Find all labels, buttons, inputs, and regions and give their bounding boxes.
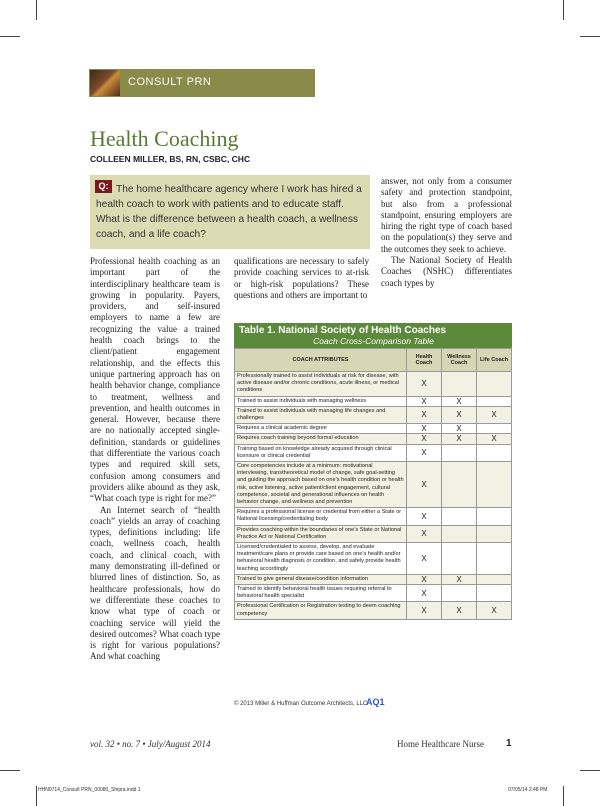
wellness-coach-cell xyxy=(442,543,477,575)
health-coach-cell: X xyxy=(407,444,442,461)
life-coach-cell xyxy=(477,396,512,406)
column-3 xyxy=(381,176,512,289)
column-header: Life Coach xyxy=(477,349,512,372)
wellness-coach-cell: X xyxy=(442,424,477,434)
life-coach-cell xyxy=(477,543,512,575)
article-title: Health Coaching xyxy=(90,126,239,151)
wellness-coach-cell: X xyxy=(442,396,477,406)
crop-mark xyxy=(580,770,600,771)
attribute-cell: Requires a professional license or credential from either a State or National licensing/credentialing body xyxy=(235,508,407,525)
column-2 xyxy=(234,256,369,301)
table-copyright: © 2013 Miller & Huffman Outcome Architects, LLC xyxy=(234,701,368,707)
question-badge: Q: xyxy=(95,180,112,193)
health-coach-cell: X xyxy=(407,462,442,508)
paragraph: An Internet search of “health coach” yields an array of coaching types, definitions including: life coach, wellness coach, health coach, and clinical coach, with many demonstrating ill-defined or blurred lines of distinction. So, as healthcare professionals, how do we differentiate these coaches to know what type of coach or coaching service will yield the desired outcomes? What coach type is right for various populations? And what coaching xyxy=(90,504,220,662)
column-header: Health Coach xyxy=(407,349,442,372)
table-row xyxy=(235,424,512,434)
table-row xyxy=(235,585,512,602)
wellness-coach-cell xyxy=(442,508,477,525)
column-1 xyxy=(90,256,220,663)
health-coach-cell: X xyxy=(407,508,442,525)
wellness-coach-cell xyxy=(442,372,477,397)
wellness-coach-cell xyxy=(442,462,477,508)
health-coach-cell: X xyxy=(407,424,442,434)
issue-info: vol. 32 • no. 7 • July/August 2014 xyxy=(90,739,211,749)
table-header xyxy=(234,323,512,348)
life-coach-cell xyxy=(477,585,512,602)
life-coach-cell xyxy=(477,462,512,508)
paragraph: Professional health coaching as an important part of the interdisciplinary healthcare team is growing in popularity. Payers, providers, and self-insured employers to name a few are recognizing the value a trained health coach brings to the client/patient engagement relationship, and the effects this unique partnering approach has on health behavior change, compliance to treatment, wellness and prevention, and health outcomes in general. However, because there are no nationally accepted single-definition, standards or guidelines that differentiate the various coach types and required skill sets, confusion among consumers and providers alike abound as they ask, “What coach type is right for me?” xyxy=(90,256,220,504)
article-author: COLLEEN MILLER, BS, RN, CSBC, CHC xyxy=(90,154,251,164)
gavel-logo-image xyxy=(90,70,120,96)
table-row xyxy=(235,396,512,406)
column-header: COACH ATTRIBUTES xyxy=(235,349,407,372)
life-coach-cell: X xyxy=(477,406,512,423)
table-row xyxy=(235,444,512,461)
paragraph: qualifications are necessary to safely provide coaching services to at-risk or high-risk populations? These questions and others are important to xyxy=(234,256,369,300)
table-row xyxy=(235,462,512,508)
health-coach-cell: X xyxy=(407,602,442,619)
life-coach-cell xyxy=(477,444,512,461)
life-coach-cell xyxy=(477,424,512,434)
page-number: 1 xyxy=(506,738,512,749)
wellness-coach-cell: X xyxy=(442,406,477,423)
paragraph: The National Society of Health Coaches (NSHC) differentiates coach types by xyxy=(381,255,512,288)
health-coach-cell: X xyxy=(407,406,442,423)
health-coach-cell: X xyxy=(407,434,442,444)
attribute-cell: Trained to identify behavioral health issues requiring referral to behavioral health specialist xyxy=(235,585,407,602)
attribute-cell: Requires coach training beyond formal education xyxy=(235,434,407,444)
table-grid xyxy=(234,348,512,620)
file-slug: HHN0714_Consult PRN_00080_Shipra.indd 1 xyxy=(38,787,141,793)
crop-mark xyxy=(0,36,20,37)
wellness-coach-cell: X xyxy=(442,602,477,619)
crop-mark xyxy=(563,0,564,20)
wellness-coach-cell: X xyxy=(442,574,477,584)
health-coach-cell: X xyxy=(407,372,442,397)
attribute-cell: Training based on knowledge already acquired through clinical licensure or clinical credential xyxy=(235,444,407,461)
table-row xyxy=(235,434,512,444)
table-row xyxy=(235,574,512,584)
life-coach-cell: X xyxy=(477,602,512,619)
health-coach-cell: X xyxy=(407,543,442,575)
health-coach-cell: X xyxy=(407,396,442,406)
crop-mark xyxy=(36,786,37,806)
coach-comparison-table xyxy=(234,323,512,620)
life-coach-cell xyxy=(477,508,512,525)
timestamp-slug: 07/05/14 2:48 PM xyxy=(508,787,548,793)
attribute-cell: Professionally trained to assist individuals at risk for disease, with active disease and/or chronic conditions, acute illness, or medical conditions xyxy=(235,372,407,397)
table-subtitle: Coach Cross-Comparison Table xyxy=(313,336,434,346)
column-header: Wellness Coach xyxy=(442,349,477,372)
attribute-cell: Provides coaching within the boundaries of one’s State or National Practice Act or National Certification xyxy=(235,525,407,542)
wellness-coach-cell xyxy=(442,444,477,461)
crop-mark xyxy=(580,36,600,37)
crop-mark xyxy=(563,786,564,806)
attribute-cell: Core competencies include at a minimum: motivational interviewing, transtheoretical model of change, safe goal-setting and guiding the approach based on one’s health condition or health risk, active listening, active patient/client engagement, cultural competence, societal and generational influences on health behavior change, and wellness and prevention xyxy=(235,462,407,508)
crop-mark xyxy=(0,770,20,771)
author-query-marker: AQ1 xyxy=(366,697,385,707)
paragraph: answer, not only from a consumer safety and protection standpoint, but also from a professional standpoint, ensuring employers are hiring the right type of coach based on the population(s) they serve and the outcomes they seek to achieve. xyxy=(381,176,512,254)
question-text: The home healthcare agency where I work has hired a health coach to work with patients and to educate staff. What is the difference between a health coach, a wellness coach, and a life coach? xyxy=(96,184,362,240)
health-coach-cell: X xyxy=(407,574,442,584)
life-coach-cell xyxy=(477,372,512,397)
attribute-cell: Professional Certification or Registration testing to deem coaching competency xyxy=(235,602,407,619)
life-coach-cell xyxy=(477,574,512,584)
health-coach-cell: X xyxy=(407,585,442,602)
table-row xyxy=(235,508,512,525)
wellness-coach-cell xyxy=(442,525,477,542)
table-row xyxy=(235,372,512,397)
attribute-cell: Trained to give general disease/condition information xyxy=(235,574,407,584)
table-row xyxy=(235,525,512,542)
journal-name: Home Healthcare Nurse xyxy=(397,739,484,749)
table-row xyxy=(235,406,512,423)
table-title: Table 1. National Society of Health Coaches xyxy=(239,325,447,336)
table-row xyxy=(235,543,512,575)
crop-mark xyxy=(36,0,37,20)
attribute-cell: Trained to assist individuals with managing life changes and challenges xyxy=(235,406,407,423)
attribute-cell: Licensed/credentialed to assess, develop, and evaluate treatment/care plans or provide care based on one’s health and/or behavioral health diagnosis or condition, and safely provide health teaching accordingly xyxy=(235,543,407,575)
wellness-coach-cell: X xyxy=(442,434,477,444)
health-coach-cell: X xyxy=(407,525,442,542)
section-label: CONSULT PRN xyxy=(128,76,212,88)
wellness-coach-cell xyxy=(442,585,477,602)
attribute-cell: Requires a clinical academic degree xyxy=(235,424,407,434)
life-coach-cell: X xyxy=(477,434,512,444)
table-row xyxy=(235,602,512,619)
attribute-cell: Trained to assist individuals with managing wellness xyxy=(235,396,407,406)
life-coach-cell xyxy=(477,525,512,542)
